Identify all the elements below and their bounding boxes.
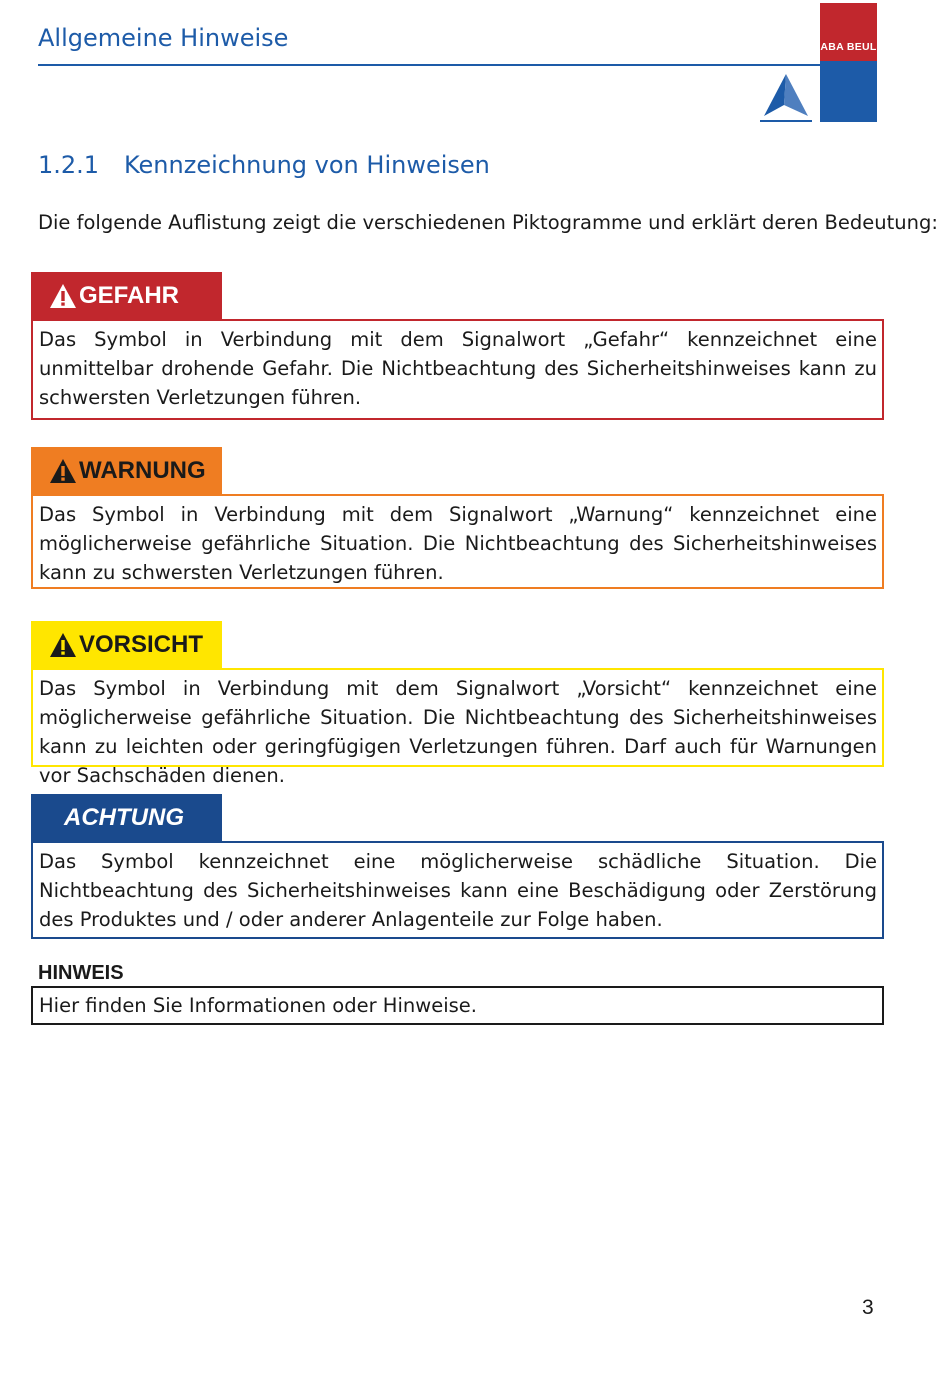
brand-name: ABA BEUL	[820, 41, 877, 53]
notice-warnung	[31, 447, 884, 589]
notice-achtung	[31, 794, 884, 939]
warning-triangle-icon	[49, 632, 77, 658]
warnung-label-tab	[31, 447, 222, 494]
warning-triangle-icon	[49, 458, 77, 484]
page-header-title: Allgemeine Hinweise	[38, 24, 289, 52]
brand-logo-blue-block	[820, 61, 877, 122]
section-number: 1.2.1	[38, 151, 100, 179]
hinweis-label: HINWEIS	[38, 962, 124, 984]
gefahr-label-tab	[31, 272, 222, 319]
hinweis-description: Hier finden Sie Informationen oder Hinweise.	[31, 986, 884, 1025]
intro-paragraph: Die folgende Auflistung zeigt die verschiedenen Piktogramme und erklärt deren Bedeutung:	[38, 211, 938, 234]
page-number: 3	[862, 1296, 874, 1319]
warnung-label: WARNUNG	[79, 456, 206, 484]
gefahr-label: GEFAHR	[79, 281, 180, 309]
gefahr-description: Das Symbol in Verbindung mit dem Signalwort „Gefahr“ kennzeichnet eine unmittelbar drohende Gefahr. Die Nichtbeachtung des Sicherheitshinweises kann zu schwersten Verletzungen führen.	[31, 319, 884, 420]
achtung-description: Das Symbol kennzeichnet eine möglicherweise schädliche Situation. Die Nichtbeachtung des Sicherheitshinweises kann eine Beschädigung oder Zerstörung des Produktes und / oder anderer Anlagenteile zur Folge haben.	[31, 841, 884, 939]
warning-triangle-icon	[49, 283, 77, 309]
brand-logo	[820, 3, 877, 61]
section-title: Kennzeichnung von Hinweisen	[124, 151, 490, 179]
vorsicht-description: Das Symbol in Verbindung mit dem Signalwort „Vorsicht“ kennzeichnet eine möglicherweise gefährliche Situation. Die Nichtbeachtung des Sicherheitshinweises kann zu leichten oder geringfügigen Verletzungen führen. Darf auch für Warnungen vor Sachschäden dienen.	[31, 668, 884, 767]
achtung-label-tab	[31, 794, 222, 841]
vorsicht-label-tab	[31, 621, 222, 668]
header-divider	[38, 64, 820, 66]
achtung-label: ACHTUNG	[64, 803, 184, 831]
notice-vorsicht	[31, 621, 884, 787]
vorsicht-label: VORSICHT	[79, 630, 204, 658]
triangle-logo-icon	[760, 71, 812, 123]
warnung-description: Das Symbol in Verbindung mit dem Signalwort „Warnung“ kennzeichnet eine möglicherweise gefährliche Situation. Die Nichtbeachtung des Sicherheitshinweises kann zu schwersten Verletzungen führen.	[31, 494, 884, 589]
section-heading	[38, 151, 490, 179]
notice-gefahr	[31, 272, 884, 420]
